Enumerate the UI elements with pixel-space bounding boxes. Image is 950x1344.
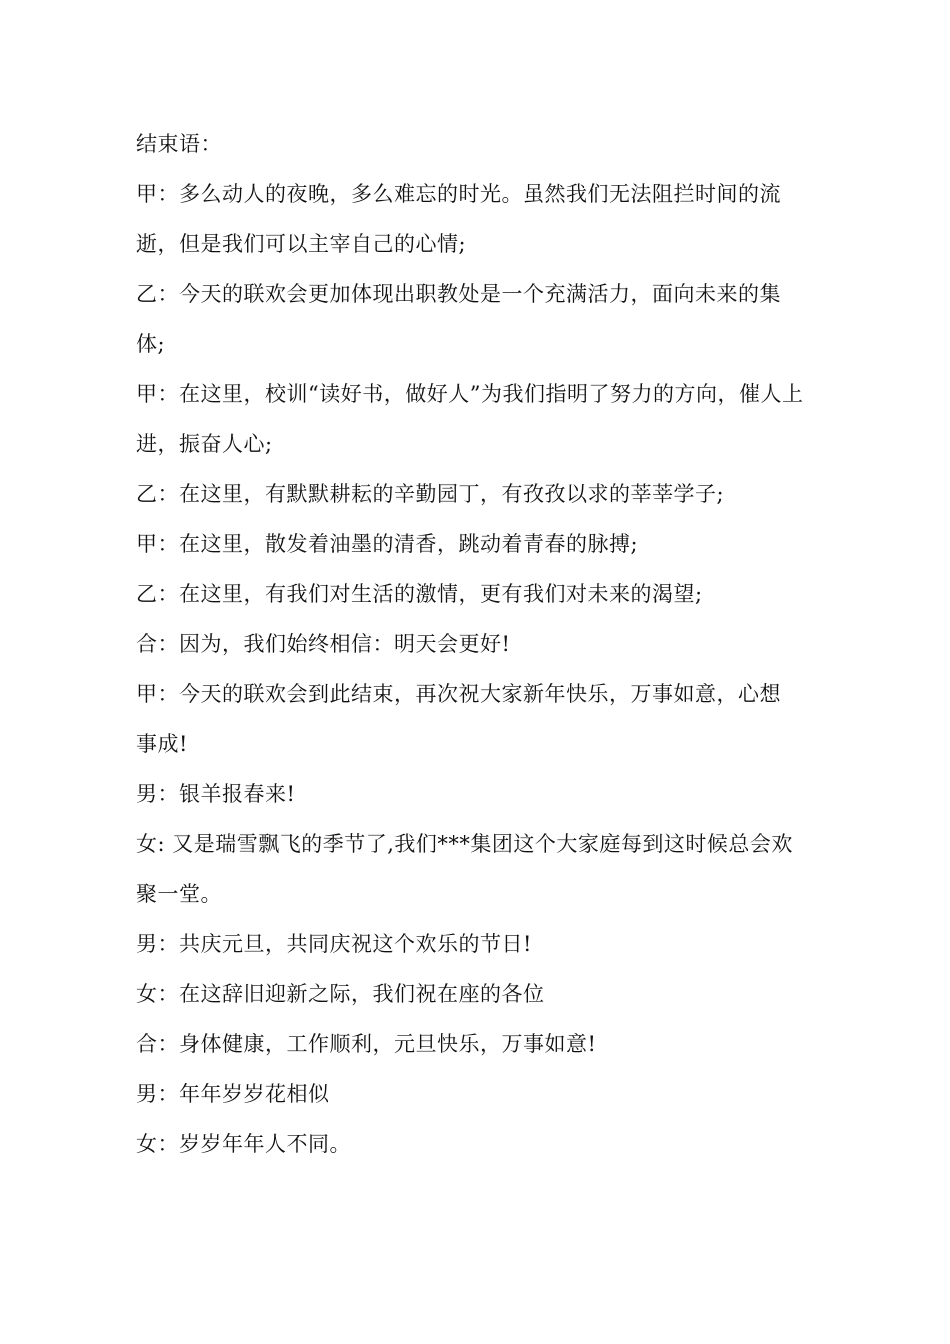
text-line: 男：年年岁岁花相似 (136, 1082, 330, 1106)
text-line: 合：因为，我们始终相信：明天会更好! (136, 632, 511, 656)
text-line: 女：在这辞旧迎新之际，我们祝在座的各位 (136, 982, 545, 1006)
text-line: 乙：在这里，有我们对生活的激情，更有我们对未来的渴望; (136, 582, 703, 606)
text-line: 体; (136, 332, 166, 356)
text-line: 聚一堂。 (136, 882, 222, 906)
text-line: 男：共庆元旦，共同庆祝这个欢乐的节日! (136, 932, 532, 956)
text-line: 乙：今天的联欢会更加体现出职教处是一个充满活力，面向未来的集 (136, 282, 781, 306)
text-line: 逝，但是我们可以主宰自己的心情; (136, 232, 467, 256)
text-line: 甲：多么动人的夜晚，多么难忘的时光。虽然我们无法阻拦时间的流 (136, 182, 781, 206)
document-body (136, 124, 826, 1174)
text-line: 甲：在这里，校训“读好书，做好人”为我们指明了努力的方向，催人上 (136, 382, 804, 406)
text-line: 合：身体健康，工作顺利，元旦快乐，万事如意! (136, 1032, 597, 1056)
text-line: 甲：今天的联欢会到此结束，再次祝大家新年快乐，万事如意，心想 (136, 682, 781, 706)
text-line: 男：银羊报春来! (136, 782, 296, 806)
text-line: 女: 又是瑞雪飘飞的季节了,我们***集团这个大家庭每到这时候总会欢 (136, 832, 793, 856)
text-line: 女：岁岁年年人不同。 (136, 1132, 351, 1156)
text-line: 甲：在这里，散发着油墨的清香，跳动着青春的脉搏; (136, 532, 639, 556)
text-line: 事成! (136, 732, 188, 756)
text-line: 进，振奋人心; (136, 432, 273, 456)
text-line: 乙：在这里，有默默耕耘的辛勤园丁，有孜孜以求的莘莘学子; (136, 482, 725, 506)
text-line: 结束语： (136, 132, 222, 156)
